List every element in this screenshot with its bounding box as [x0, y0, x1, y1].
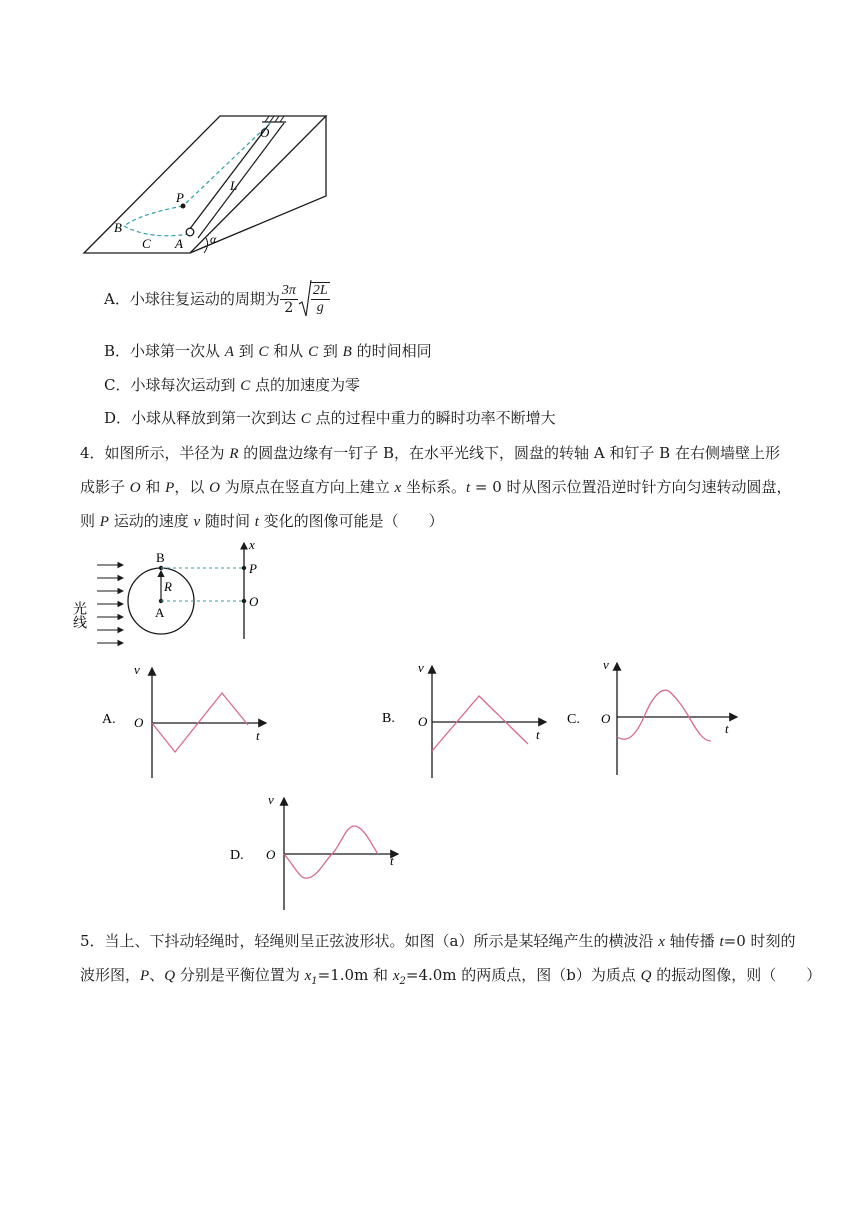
text: 为原点在竖直方向上建立 — [219, 478, 395, 496]
var-v: v — [193, 514, 201, 530]
text: 和 — [140, 478, 166, 496]
option-c — [104, 375, 360, 396]
label-P: P — [249, 561, 257, 576]
root-denominator: g — [316, 300, 324, 315]
text: 则 — [80, 512, 100, 530]
text: 点的加速度为零 — [250, 376, 361, 394]
option-b — [104, 341, 432, 362]
var-b: B — [342, 344, 352, 360]
var-q: Q — [640, 968, 652, 984]
var-p: P — [140, 968, 150, 984]
text: 和从 — [268, 342, 309, 360]
text: 5．当上、下抖动轻绳时，轻绳则呈正弦波形状。如图（a）所示是某轻绳产生的横波沿 — [80, 932, 659, 950]
graph-option-d — [228, 790, 408, 915]
graph-option-a — [100, 660, 280, 785]
axis-label-v: v — [134, 662, 140, 677]
label-O: O — [260, 125, 270, 140]
text: 分别是平衡位置为 — [175, 966, 305, 984]
label-A: A — [155, 605, 165, 620]
fraction — [280, 283, 298, 316]
axis-label-t: t — [256, 728, 260, 743]
option-label-a: A. — [102, 712, 116, 727]
text: =4.0m 的两质点，图（b）为质点 — [405, 966, 641, 984]
var-x: x — [658, 934, 665, 950]
text: 4．如图所示，半径为 — [80, 444, 230, 462]
text: 、 — [149, 966, 165, 984]
text: 运动的速度 — [108, 512, 194, 530]
text: 的圆盘边缘有一钉子 B，在水平光线下，圆盘的转轴 A 和钉子 B 在右侧墙壁上形 — [238, 444, 780, 462]
var-r: R — [229, 446, 239, 462]
var-o: O — [209, 480, 220, 496]
origin-label: O — [266, 847, 276, 862]
text: =1.0m 和 — [317, 966, 393, 984]
label-P: P — [176, 190, 184, 205]
text: 成影子 — [80, 478, 130, 496]
var-c: C — [240, 378, 251, 394]
var-c: C — [300, 411, 311, 427]
subscript: 2 — [399, 976, 406, 987]
var-c: C — [258, 344, 269, 360]
q4-line-1 — [80, 443, 780, 464]
var-q: Q — [164, 968, 176, 984]
q5-line-1 — [80, 931, 796, 952]
option-d — [104, 408, 556, 429]
axis-label-t: t — [390, 853, 394, 868]
axis-label-v: v — [418, 660, 424, 675]
velocity-curve — [432, 696, 528, 751]
graph-option-c — [565, 655, 745, 780]
axis-label-v: v — [603, 657, 609, 672]
text: =0 时刻的 — [723, 932, 796, 950]
text: C．小球每次运动到 — [104, 376, 241, 394]
label-R: R — [164, 579, 172, 594]
text: 的振动图像，则（ ） — [651, 966, 822, 984]
text: 点的过程中重力的瞬时功率不断增大 — [310, 409, 556, 427]
label-x: x — [249, 537, 255, 552]
var-t: t — [254, 514, 259, 530]
label-alpha: α — [210, 232, 217, 246]
incline-pendulum-figure — [80, 110, 340, 260]
var-p: P — [99, 514, 109, 530]
label-C: C — [142, 236, 151, 251]
text: 变化的图像可能是（ ） — [258, 512, 444, 530]
text: 轴传播 — [664, 932, 720, 950]
frac-numerator: 3π — [281, 282, 296, 298]
q4-line-2 — [80, 477, 792, 498]
text: ，以 — [174, 478, 210, 496]
velocity-curve — [617, 690, 711, 741]
text: 到 — [233, 342, 259, 360]
var-o: O — [129, 480, 141, 496]
text: = 0 时从图示位置沿逆时针方向匀速转动圆盘， — [470, 478, 792, 496]
option-label-d: D. — [230, 848, 244, 863]
disk-shadow-figure — [71, 535, 275, 650]
label-O: O — [249, 594, 259, 609]
option-a — [104, 278, 330, 322]
text: B．小球第一次从 — [104, 342, 225, 360]
var-x: x — [304, 968, 312, 984]
var-t: t — [465, 480, 471, 496]
var-x: x — [394, 480, 402, 496]
var-c: C — [308, 344, 319, 360]
root-numerator: 2L — [312, 283, 328, 298]
axis-label-t: t — [536, 727, 540, 742]
label-L: L — [230, 178, 238, 193]
axis-label-t: t — [725, 721, 729, 736]
text: 坐标系。 — [401, 478, 466, 496]
text: 到 — [318, 342, 343, 360]
origin-label: O — [134, 715, 144, 730]
var-a: A — [224, 344, 234, 360]
var-p: P — [165, 480, 175, 496]
option-label-b: B. — [382, 711, 395, 726]
root-fraction — [311, 282, 330, 316]
text: 的时间相同 — [351, 342, 432, 360]
option-a-text: A．小球往复运动的周期为 — [104, 290, 280, 308]
sqrt-sign-icon — [298, 278, 312, 320]
q5-line-2 — [80, 965, 821, 992]
label-light: 光线 — [71, 601, 87, 629]
q4-line-3 — [80, 511, 444, 532]
label-B: B — [156, 550, 165, 565]
origin-label: O — [418, 714, 428, 729]
axis-label-v: v — [268, 792, 274, 807]
option-label-c: C. — [567, 712, 580, 727]
text: 随时间 — [200, 512, 255, 530]
var-x: x — [392, 968, 400, 984]
text: D．小球从释放到第一次到达 — [104, 409, 301, 427]
subscript: 1 — [311, 976, 318, 987]
var-t: t — [719, 934, 724, 950]
label-B: B — [114, 220, 122, 235]
label-A: A — [175, 236, 183, 251]
frac-denominator: 2 — [284, 299, 294, 316]
text: 波形图， — [80, 966, 141, 984]
velocity-curve — [284, 826, 378, 878]
graph-option-b — [380, 658, 560, 783]
origin-label: O — [601, 711, 611, 726]
